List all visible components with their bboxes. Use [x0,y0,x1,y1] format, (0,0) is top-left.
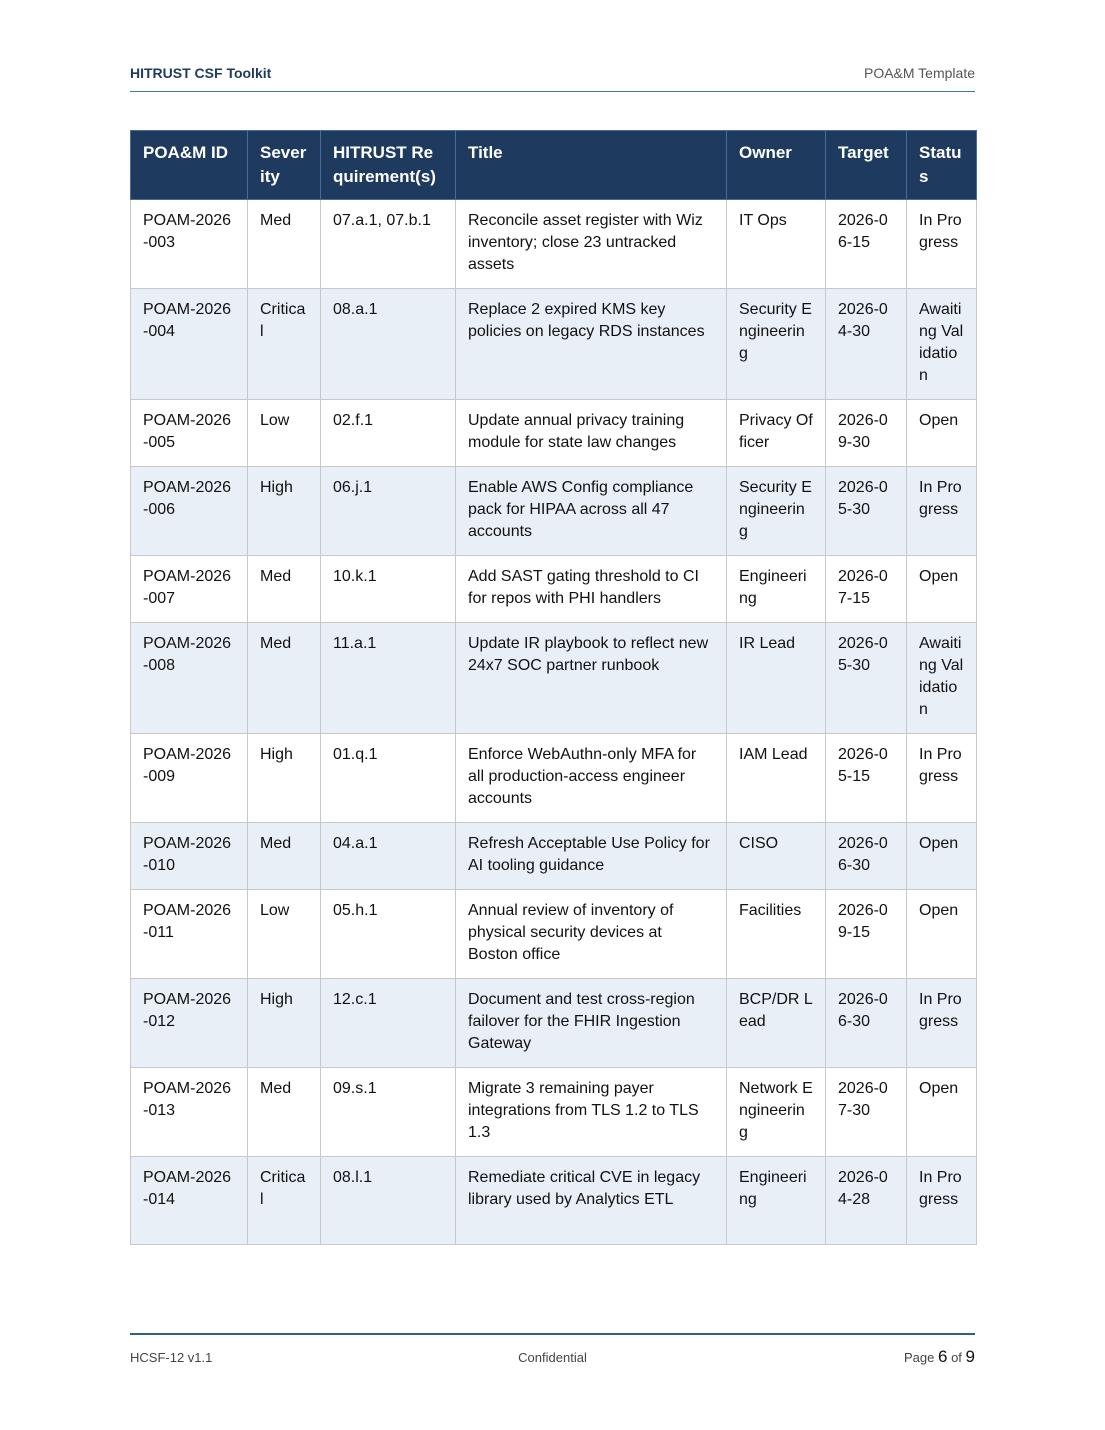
cell-requirement: 07.a.1, 07.b.1 [321,200,456,289]
table-row [131,623,977,734]
page-of: of [951,1350,962,1365]
cell-status: Open [907,556,977,623]
cell-severity: Med [248,823,321,890]
cell-target: 2026-05-30 [826,623,907,734]
cell-poam-id: POAM-2026-004 [131,289,248,400]
column-header-target: Target [826,131,907,200]
cell-owner: IAM Lead [727,734,826,823]
cell-status: Awaiting Validation [907,623,977,734]
cell-requirement: 04.a.1 [321,823,456,890]
cell-poam-id: POAM-2026-013 [131,1068,248,1157]
cell-owner: Facilities [727,890,826,979]
cell-status: Open [907,400,977,467]
cell-requirement: 01.q.1 [321,734,456,823]
cell-title: Replace 2 expired KMS key policies on legacy RDS instances [456,289,727,400]
page-total: 9 [965,1347,975,1366]
cell-severity: Med [248,623,321,734]
cell-poam-id: POAM-2026-005 [131,400,248,467]
column-header-owner: Owner [727,131,826,200]
table-row [131,734,977,823]
table-row [131,400,977,467]
cell-owner: CISO [727,823,826,890]
cell-target: 2026-04-30 [826,289,907,400]
cell-target: 2026-07-30 [826,1068,907,1157]
cell-severity: Med [248,1068,321,1157]
cell-poam-id: POAM-2026-011 [131,890,248,979]
cell-owner: IR Lead [727,623,826,734]
cell-poam-id: POAM-2026-003 [131,200,248,289]
table-row [131,890,977,979]
page-number [904,1347,975,1367]
page-current: 6 [937,1347,948,1366]
cell-severity: High [248,467,321,556]
cell-title: Update annual privacy training module for state law changes [456,400,727,467]
header-document-type: POA&M Template [863,65,975,81]
cell-requirement: 06.j.1 [321,467,456,556]
cell-requirement: 08.a.1 [321,289,456,400]
cell-title: Refresh Acceptable Use Policy for AI tooling guidance [456,823,727,890]
cell-poam-id: POAM-2026-007 [131,556,248,623]
column-header-poam-id: POA&M ID [131,131,248,200]
column-header-title: Title [456,131,727,200]
cell-title: Enforce WebAuthn-only MFA for all production-access engineer accounts [456,734,727,823]
cell-target: 2026-06-15 [826,200,907,289]
cell-target: 2026-06-30 [826,823,907,890]
cell-severity: High [248,734,321,823]
cell-severity: Med [248,200,321,289]
cell-title: Document and test cross-region failover for the FHIR Ingestion Gateway [456,979,727,1068]
cell-requirement: 05.h.1 [321,890,456,979]
table-row [131,1157,977,1245]
cell-requirement: 02.f.1 [321,400,456,467]
cell-owner: Engineering [727,556,826,623]
table-header-row [131,131,977,200]
cell-status: Open [907,1068,977,1157]
table-row [131,823,977,890]
page-footer [130,1333,975,1375]
table-row [131,556,977,623]
cell-poam-id: POAM-2026-014 [131,1157,248,1245]
cell-status: In Progress [907,979,977,1068]
cell-status: In Progress [907,467,977,556]
cell-status: Open [907,890,977,979]
cell-target: 2026-04-28 [826,1157,907,1245]
cell-target: 2026-06-30 [826,979,907,1068]
column-header-status: Status [907,131,977,200]
table-row [131,1068,977,1157]
cell-severity: Critical [248,1157,321,1245]
cell-target: 2026-05-30 [826,467,907,556]
cell-title: Annual review of inventory of physical security devices at Boston office [456,890,727,979]
cell-requirement: 10.k.1 [321,556,456,623]
cell-status: In Progress [907,1157,977,1245]
cell-requirement: 11.a.1 [321,623,456,734]
cell-requirement: 09.s.1 [321,1068,456,1157]
header-title: HITRUST CSF Toolkit [130,65,272,81]
cell-target: 2026-09-15 [826,890,907,979]
page-header [130,62,975,92]
cell-severity: Med [248,556,321,623]
document-id: HCSF-12 v1.1 [130,1350,213,1365]
cell-owner: Security Engineering [727,467,826,556]
cell-poam-id: POAM-2026-009 [131,734,248,823]
cell-owner: Security Engineering [727,289,826,400]
cell-target: 2026-07-15 [826,556,907,623]
column-header-requirement: HITRUST Requirement(s) [321,131,456,200]
cell-severity: Critical [248,289,321,400]
cell-title: Enable AWS Config compliance pack for HIPAA across all 47 accounts [456,467,727,556]
cell-severity: High [248,979,321,1068]
cell-title: Remediate critical CVE in legacy library used by Analytics ETL [456,1157,727,1245]
cell-status: Awaiting Validation [907,289,977,400]
column-header-severity: Severity [248,131,321,200]
table-row [131,979,977,1068]
cell-severity: Low [248,400,321,467]
cell-title: Reconcile asset register with Wiz inventory; close 23 untracked assets [456,200,727,289]
cell-owner: Network Engineering [727,1068,826,1157]
cell-owner: Engineering [727,1157,826,1245]
cell-poam-id: POAM-2026-010 [131,823,248,890]
cell-poam-id: POAM-2026-006 [131,467,248,556]
cell-title: Add SAST gating threshold to CI for repos with PHI handlers [456,556,727,623]
cell-requirement: 12.c.1 [321,979,456,1068]
classification-label: Confidential [518,1350,587,1365]
cell-target: 2026-05-15 [826,734,907,823]
cell-requirement: 08.l.1 [321,1157,456,1245]
table-row [131,200,977,289]
table-row [131,289,977,400]
cell-target: 2026-09-30 [826,400,907,467]
cell-title: Update IR playbook to reflect new 24x7 SOC partner runbook [456,623,727,734]
table-row [131,467,977,556]
cell-poam-id: POAM-2026-008 [131,623,248,734]
cell-title: Migrate 3 remaining payer integrations from TLS 1.2 to TLS 1.3 [456,1068,727,1157]
cell-owner: IT Ops [727,200,826,289]
cell-owner: Privacy Officer [727,400,826,467]
cell-owner: BCP/DR Lead [727,979,826,1068]
page-prefix: Page [903,1350,935,1365]
cell-status: In Progress [907,734,977,823]
cell-severity: Low [248,890,321,979]
cell-status: In Progress [907,200,977,289]
cell-poam-id: POAM-2026-012 [131,979,248,1068]
cell-status: Open [907,823,977,890]
poam-table [130,130,977,1245]
